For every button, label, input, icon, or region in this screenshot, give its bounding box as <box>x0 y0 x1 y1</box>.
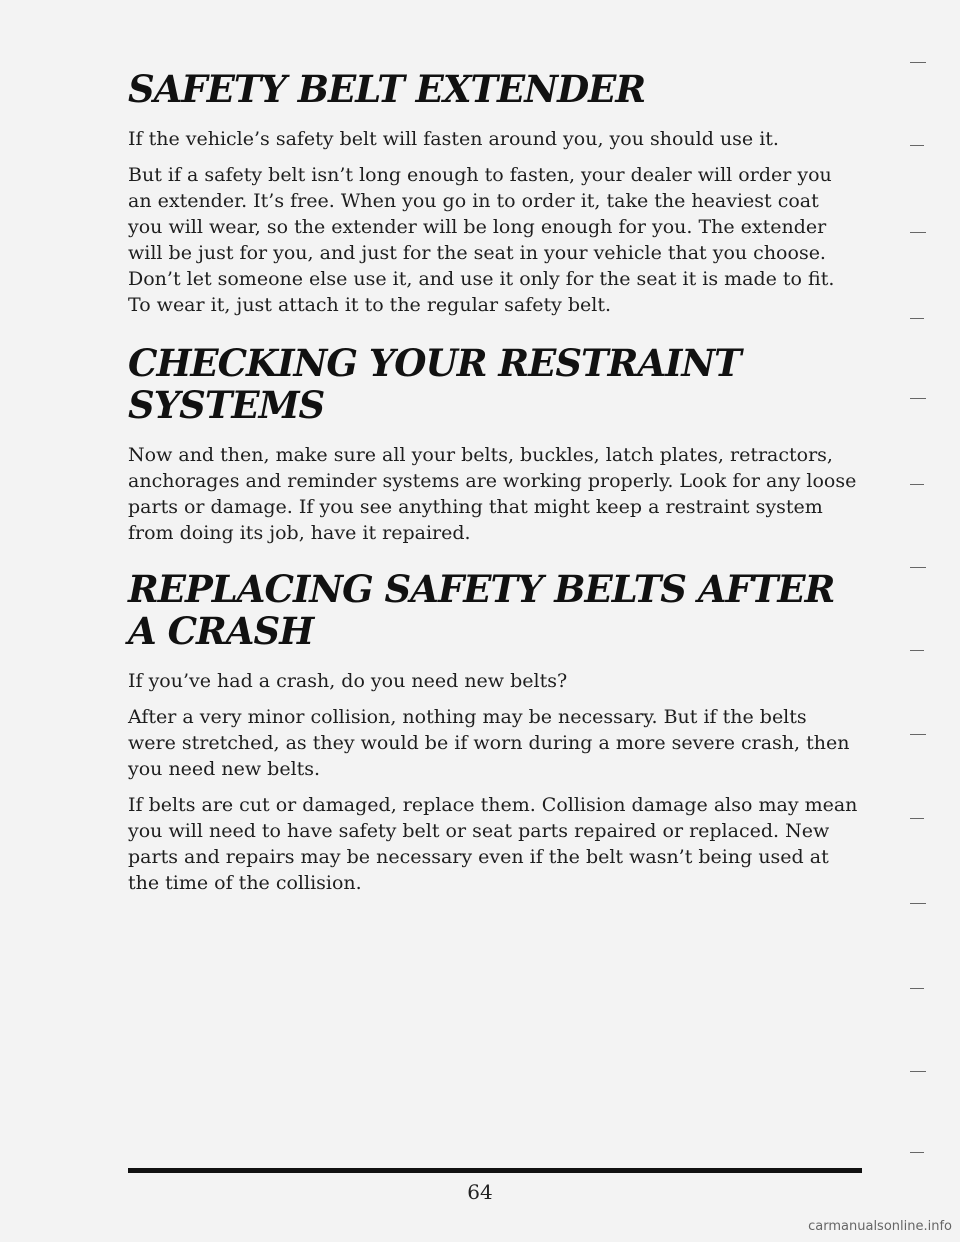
section-heading-extender: SAFETY BELT EXTENDER <box>128 67 646 111</box>
page-content <box>128 68 858 906</box>
margin-tick <box>910 1152 924 1153</box>
margin-tick <box>910 988 924 989</box>
margin-tick <box>910 232 926 233</box>
margin-tick <box>910 903 926 904</box>
paragraph: If you’ve had a crash, do you need new belts? <box>128 670 568 692</box>
margin-tick <box>910 818 924 819</box>
paragraph: If the vehicle’s safety belt will fasten around you, you should use it. <box>128 128 779 150</box>
margin-tick <box>910 318 924 319</box>
download-source-strip <box>4 0 24 1242</box>
margin-tick <box>910 734 926 735</box>
paragraph: Now and then, make sure all your belts, buckles, latch plates, retractors, anchorages and reminder systems are working properly. Look for any loose parts or damage. If you see anything that might keep a restraint system from doing its job, have it repaired. <box>128 444 857 544</box>
margin-tick <box>910 567 926 568</box>
section-heading-replacing: REPLACING SAFETY BELTS AFTER A CRASH <box>128 567 835 653</box>
margin-tick <box>910 1071 926 1072</box>
margin-tick <box>910 62 926 63</box>
footer-rule <box>128 1168 862 1173</box>
margin-tick <box>910 650 924 651</box>
watermark: carmanualsonline.info <box>808 1219 952 1234</box>
margin-tick <box>910 398 926 399</box>
paragraph: If belts are cut or damaged, replace them. Collision damage also may mean you will need to have safety belt or seat parts repaired or replaced. New parts and repairs may be necessary even if the belt wasn’t being used at the time of the collision. <box>128 794 858 894</box>
page-number: 64 <box>467 1180 493 1204</box>
paragraph: After a very minor collision, nothing may be necessary. But if the belts were stretched, as they would be if worn during a more severe crash, then you need new belts. <box>128 706 850 780</box>
section-heading-checking: CHECKING YOUR RESTRAINT SYSTEMS <box>128 341 741 427</box>
margin-tick <box>910 145 924 146</box>
paragraph: But if a safety belt isn’t long enough to fasten, your dealer will order you an extender. It’s free. When you go in to order it, take the heaviest coat you will wear, so the extender will be long enough for you. The extender will be just for you, and just for the seat in your vehicle that you choose. Don’t let someone else use it, and use it only for the seat it is made to fit. To wear it, just attach it to the regular safety belt. <box>128 164 835 316</box>
margin-tick <box>910 484 924 485</box>
